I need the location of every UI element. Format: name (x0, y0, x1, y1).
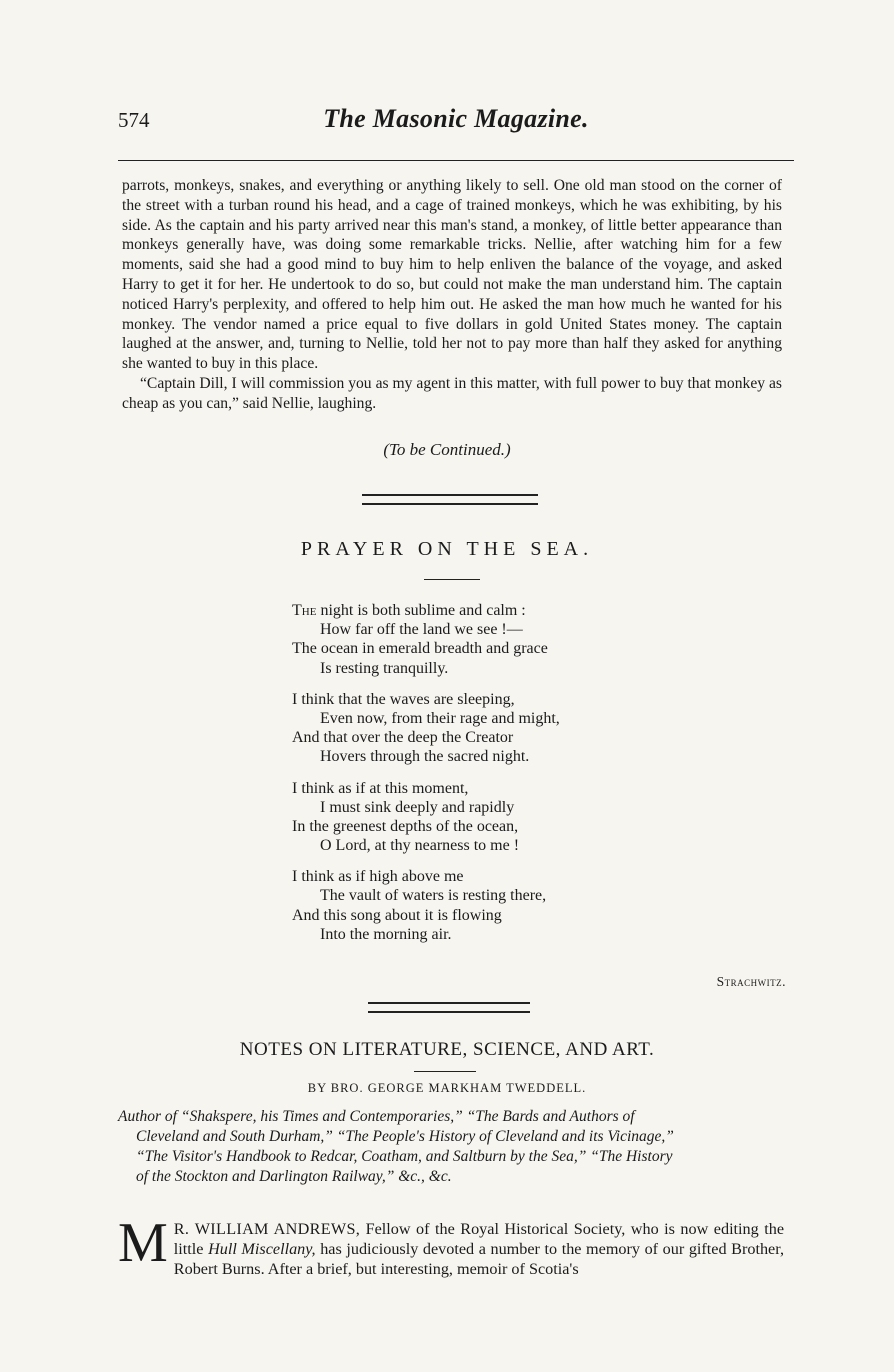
poem-line: I think as if high above me (292, 868, 464, 886)
poem-line: Even now, from their rage and might, (320, 709, 560, 727)
story-paragraph: parrots, monkeys, snakes, and everything or anything likely to sell. One old man stood on the corner of the street with a turban round his head, and a cage of trained monkeys, which he was exhibiting, by his side. As the captain and his party arrived near this man's stand, a monkey, of little better appearance than monkeys generally have, was doing some remarkable tricks. Nellie, after watching him for a few moments, said she had a good mind to buy him to help enliven the balance of the voyage, and asked Harry to get it for her. He undertook to do so, but could not make the man understand him. The captain noticed Harry's perplexity, and offered to help him out. He asked the man how much he wanted for his monkey. The vendor named a price equal to five dollars in gold United States money. The captain laughed at the answer, and, turning to Nellie, told her not to pay more than half they asked for anything she wanted to buy in this place. (122, 177, 782, 373)
credits-line: of the Stockton and Darlington Railway,” &c., &c. (136, 1168, 452, 1185)
byline: BY BRO. GEORGE MARKHAM TWEDDELL. (307, 1081, 587, 1095)
poem-body (292, 601, 712, 956)
poem-line: I think as if at this moment, (292, 779, 469, 797)
poem-line: The ocean in emerald breadth and grace (292, 640, 548, 658)
poem-line: I think that the waves are sleeping, (292, 690, 515, 708)
poem-line: And this song about it is flowing (292, 906, 502, 924)
page-header (118, 100, 794, 140)
poem-line: In the greenest depths of the ocean, (292, 817, 519, 835)
poem-line: I must sink deeply and rapidly (320, 798, 515, 816)
line-text: night is both sublime and calm : (316, 602, 526, 619)
notes-article (118, 1212, 785, 1279)
page-number: 574 (118, 108, 150, 132)
header-rule (118, 160, 794, 161)
poem-stanza (292, 601, 712, 678)
section-divider (368, 1002, 530, 1013)
poem-stanza (292, 690, 712, 767)
poem-line: Into the morning air. (320, 925, 452, 943)
credits-line: Cleveland and South Durham,” “The People's History of Cleveland and its Vicinage,” (136, 1128, 674, 1145)
article-text: has judiciously devoted a number to the memory of our gifted Brother, Robert Burns. After a brief, but interesting, memoir of Scotia's (173, 1240, 785, 1278)
story-continuation (122, 176, 782, 414)
poem-line: And that over the deep the Creator (292, 729, 514, 747)
article-italic: Hull Miscellany, (208, 1240, 316, 1258)
article-text: Fellow of the Royal Historical Society, who is now editing the little (173, 1220, 785, 1258)
story-paragraph: “Captain Dill, I will commission you as my agent in this matter, with full power to buy that monkey as cheap as you can,” said Nellie, laughing. (122, 374, 782, 412)
poem-stanza (292, 779, 712, 856)
drop-cap: M (118, 1212, 168, 1274)
poem-line: The vault of waters is resting there, (320, 887, 547, 905)
section-divider (362, 494, 538, 505)
title-rule (414, 1071, 476, 1072)
poem-stanza (292, 867, 712, 944)
poem-author: Strachwitz. (716, 974, 786, 989)
poem-title: PRAYER ON THE SEA. (300, 538, 594, 560)
title-rule (424, 579, 480, 580)
poem-line: Hovers through the sacred night. (320, 748, 530, 766)
notes-title: NOTES ON LITERATURE, SCIENCE, AND ART. (239, 1039, 655, 1060)
poem-line: Is resting tranquilly. (320, 659, 449, 677)
poem-line (292, 601, 712, 620)
running-title: The Masonic Magazine. (323, 104, 589, 133)
poem-line: How far off the land we see !— (320, 621, 523, 639)
author-credits (118, 1107, 782, 1187)
first-word: The (292, 602, 317, 619)
credits-line: Author of “Shakspere, his Times and Contemporaries,” “The Bards and Authors of (118, 1108, 635, 1125)
article-lead: R. WILLIAM ANDREWS, (173, 1220, 361, 1238)
credits-line: “The Visitor's Handbook to Redcar, Coatham, and Saltburn by the Sea,” “The History (136, 1148, 673, 1165)
poem-line: O Lord, at thy nearness to me ! (320, 837, 520, 855)
to-be-continued: (To be Continued.) (383, 440, 511, 459)
